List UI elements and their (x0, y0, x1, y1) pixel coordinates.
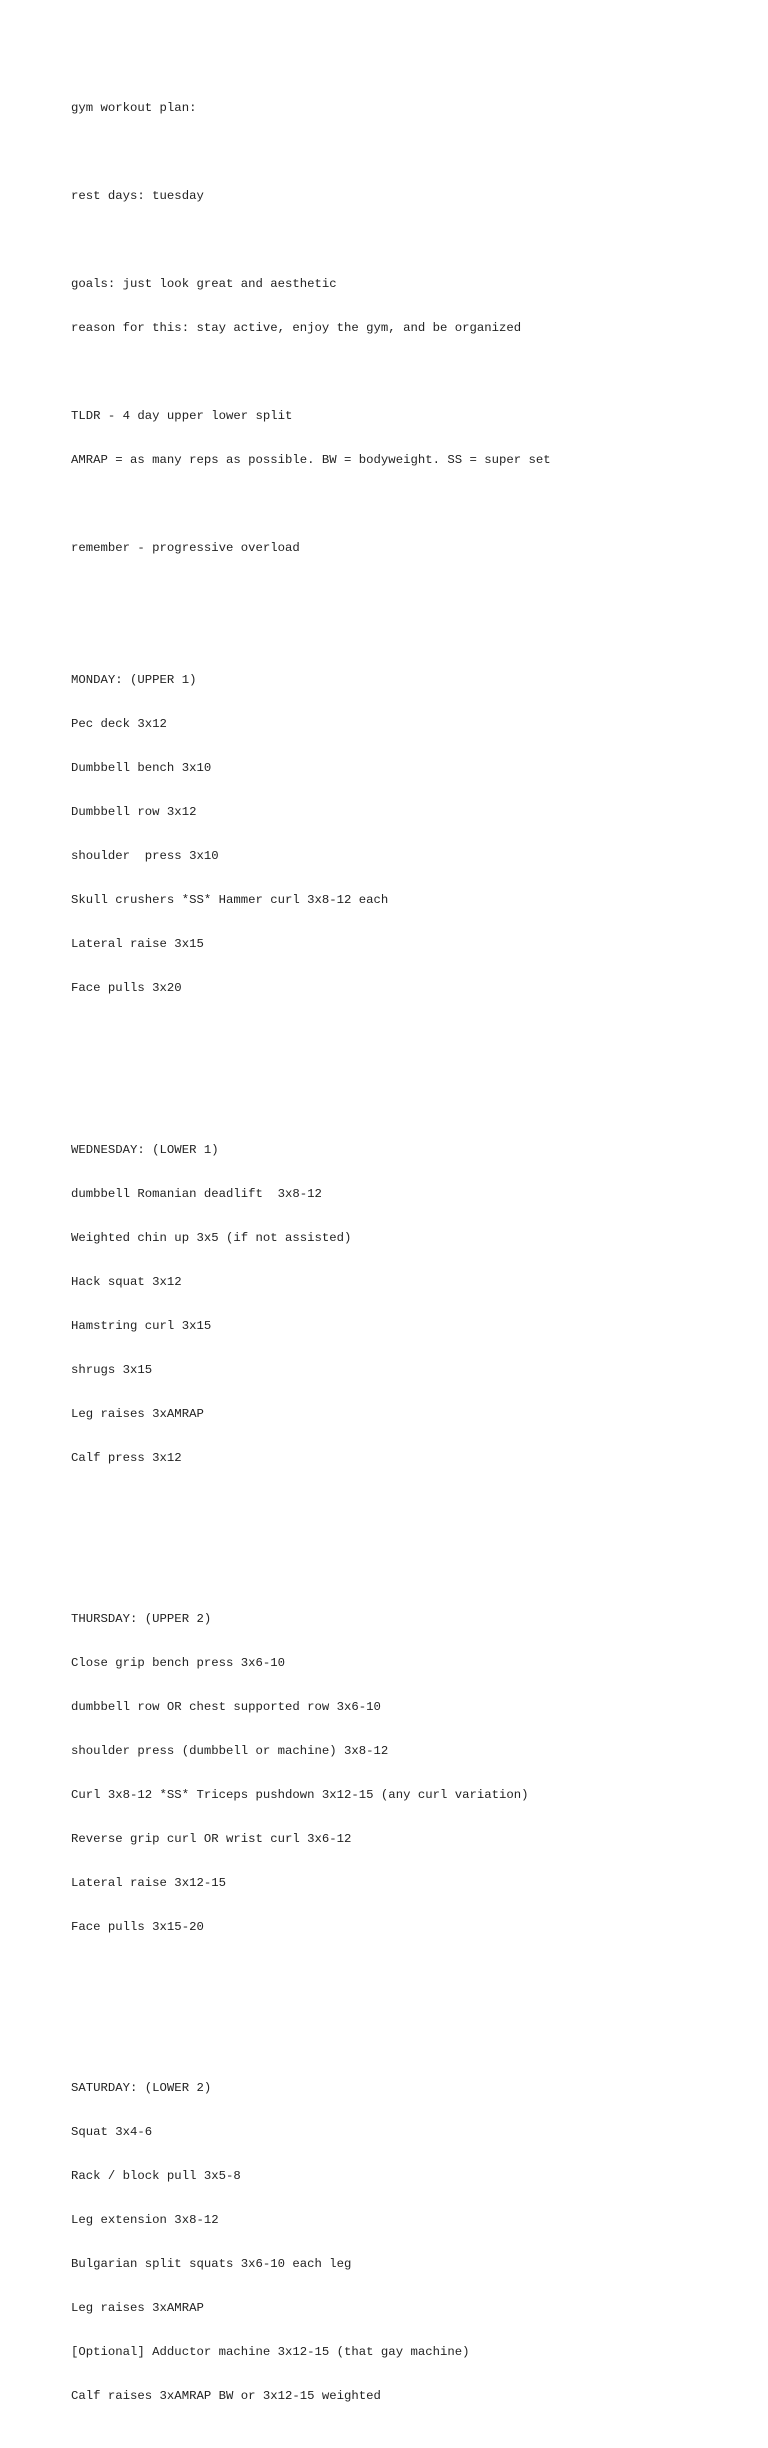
blank-line (71, 365, 751, 380)
day-section-thursday (71, 1583, 751, 1964)
exercise-line: Face pulls 3x20 (71, 981, 182, 996)
document-page (71, 72, 751, 2448)
day-heading: THURSDAY: (UPPER 2) (71, 1612, 212, 1627)
day-heading: WEDNESDAY: (LOWER 1) (71, 1142, 219, 1157)
exercise-line: Reverse grip curl OR wrist curl 3x6-12 (71, 1832, 352, 1847)
reminder: remember - progressive overload (71, 541, 300, 556)
abbreviation-legend: AMRAP = as many reps as possible. BW = bodyweight. SS = super set (71, 453, 551, 468)
exercise-line: Close grip bench press 3x6-10 (71, 1656, 286, 1671)
blank-line (71, 497, 751, 512)
exercise-line: Dumbbell row 3x12 (71, 805, 197, 820)
exercise-line: Pec deck 3x12 (71, 717, 167, 732)
exercise-line: Calf raises 3xAMRAP BW or 3x12-15 weighted (71, 2389, 381, 2404)
exercise-line: Rack / block pull 3x5-8 (71, 2169, 241, 2184)
blank-line (71, 145, 751, 160)
exercise-line: Weighted chin up 3x5 (if not assisted) (71, 1230, 352, 1245)
blank-line (71, 1055, 751, 1070)
exercise-line: Lateral raise 3x12-15 (71, 1876, 226, 1891)
blank-line (71, 233, 751, 248)
exercise-line: Face pulls 3x15-20 (71, 1920, 204, 1935)
day-heading: MONDAY: (UPPER 1) (71, 673, 197, 688)
blank-line (71, 1993, 751, 2008)
exercise-line: Dumbbell bench 3x10 (71, 761, 212, 776)
exercise-line: dumbbell row OR chest supported row 3x6-10 (71, 1700, 381, 1715)
exercise-line: Leg extension 3x8-12 (71, 2213, 219, 2228)
exercise-line: shoulder press 3x10 (71, 849, 219, 864)
exercise-line: Squat 3x4-6 (71, 2125, 153, 2140)
blank-line (71, 1524, 751, 1539)
goals: goals: just look great and aesthetic (71, 277, 337, 292)
exercise-line: Leg raises 3xAMRAP (71, 2301, 204, 2316)
day-section-wednesday (71, 1113, 751, 1494)
exercise-line: [Optional] Adductor machine 3x12-15 (that gay machine) (71, 2345, 470, 2360)
exercise-line: Hamstring curl 3x15 (71, 1318, 212, 1333)
exercise-line: Curl 3x8-12 *SS* Triceps pushdown 3x12-15 (any curl variation) (71, 1788, 529, 1803)
exercise-line: Lateral raise 3x15 (71, 937, 204, 952)
tldr: TLDR - 4 day upper lower split (71, 409, 293, 424)
exercise-line: Bulgarian split squats 3x6-10 each leg (71, 2257, 352, 2272)
exercise-line: shrugs 3x15 (71, 1362, 153, 1377)
blank-line (71, 585, 751, 600)
plan-title: gym workout plan: (71, 101, 197, 116)
exercise-line: Skull crushers *SS* Hammer curl 3x8-12 each (71, 893, 389, 908)
exercise-line: Leg raises 3xAMRAP (71, 1406, 204, 1421)
exercise-line: shoulder press (dumbbell or machine) 3x8-12 (71, 1744, 389, 1759)
day-section-saturday (71, 2052, 751, 2433)
exercise-line: Hack squat 3x12 (71, 1274, 182, 1289)
rest-days: rest days: tuesday (71, 189, 204, 204)
exercise-line: dumbbell Romanian deadlift 3x8-12 (71, 1186, 322, 1201)
day-section-monday (71, 644, 751, 1025)
day-heading: SATURDAY: (LOWER 2) (71, 2081, 212, 2096)
exercise-line: Calf press 3x12 (71, 1450, 182, 1465)
reason: reason for this: stay active, enjoy the gym, and be organized (71, 321, 522, 336)
